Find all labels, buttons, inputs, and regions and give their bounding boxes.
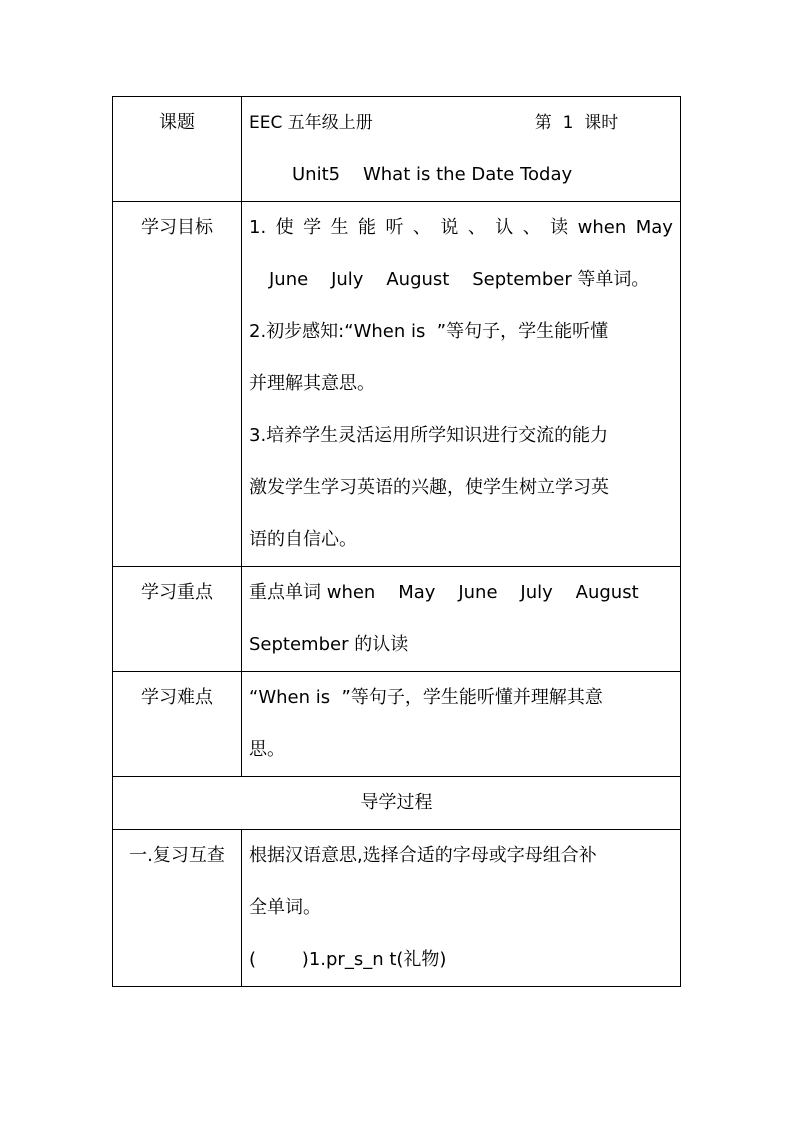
review-content-cell [242,830,681,987]
goals-token: 认 [495,217,514,238]
goals-token: 、 [412,217,431,238]
difficulties-row [113,672,681,777]
process-heading: 导学过程 [360,792,433,813]
process-heading-row [113,777,681,830]
course-name: EEC 五年级上册 [249,113,373,133]
goals-line-6: 激发学生学习英语的兴趣，使学生树立学习英 [249,477,609,498]
goals-line-1 [242,202,680,254]
key-points-row [113,567,681,672]
review-line-2: 全单词。 [249,897,321,918]
key-points-line-2: September 的认读 [249,634,409,655]
goals-token: 读 [550,217,569,238]
goals-line-7: 语的自信心。 [249,529,357,550]
goals-content-cell [242,202,681,567]
goals-line-4: 并理解其意思。 [249,373,375,394]
title-label-cell [113,97,242,202]
goals-token: 能 [358,217,376,238]
lesson-number: 第 1 课时 [534,113,619,133]
title-row [113,97,681,202]
review-row [113,830,681,987]
goals-token: 生 [330,217,349,238]
goals-label-cell [113,202,242,567]
key-points-content-cell [242,567,681,672]
difficulties-line-1: “When is ”等句子，学生能听懂并理解其意 [249,687,603,708]
difficulties-label-cell [113,672,242,777]
unit-title: Unit5 What is the Date Today [292,164,573,185]
review-label: 一.复习互查 [129,845,225,866]
goals-token: 、 [522,217,541,238]
review-line-3: ( )1.pr_s_n t(礼物) [249,949,447,970]
goals-token: 听 [385,217,404,238]
goals-token: 1. [249,217,267,238]
goals-token: 使 [275,217,294,238]
difficulties-label: 学习难点 [141,687,213,708]
lesson-plan-table [112,96,681,987]
key-points-line-1: 重点单词 when May June July August [249,582,639,603]
goals-line-2: June July August September 等单词。 [269,269,650,290]
title-content-cell [242,97,681,202]
process-heading-cell [113,777,681,830]
goals-row [113,202,681,567]
key-points-label: 学习重点 [141,582,213,603]
goals-token: May [635,217,673,238]
goals-label: 学习目标 [141,217,213,238]
title-label: 课题 [159,112,195,133]
goals-token: 、 [467,217,486,238]
goals-token: 说 [440,217,459,238]
review-line-1: 根据汉语意思,选择合适的字母或字母组合补 [249,845,597,866]
goals-token: 学 [303,217,322,238]
difficulties-content-cell [242,672,681,777]
title-header-line [242,97,680,149]
difficulties-line-2: 思。 [249,739,285,760]
goals-line-3: 2.初步感知:“When is ”等句子，学生能听懂 [249,321,609,342]
review-label-cell [113,830,242,987]
key-points-label-cell [113,567,242,672]
goals-line-5: 3.培养学生灵活运用所学知识进行交流的能力 [249,425,609,446]
goals-token: when [577,217,627,238]
